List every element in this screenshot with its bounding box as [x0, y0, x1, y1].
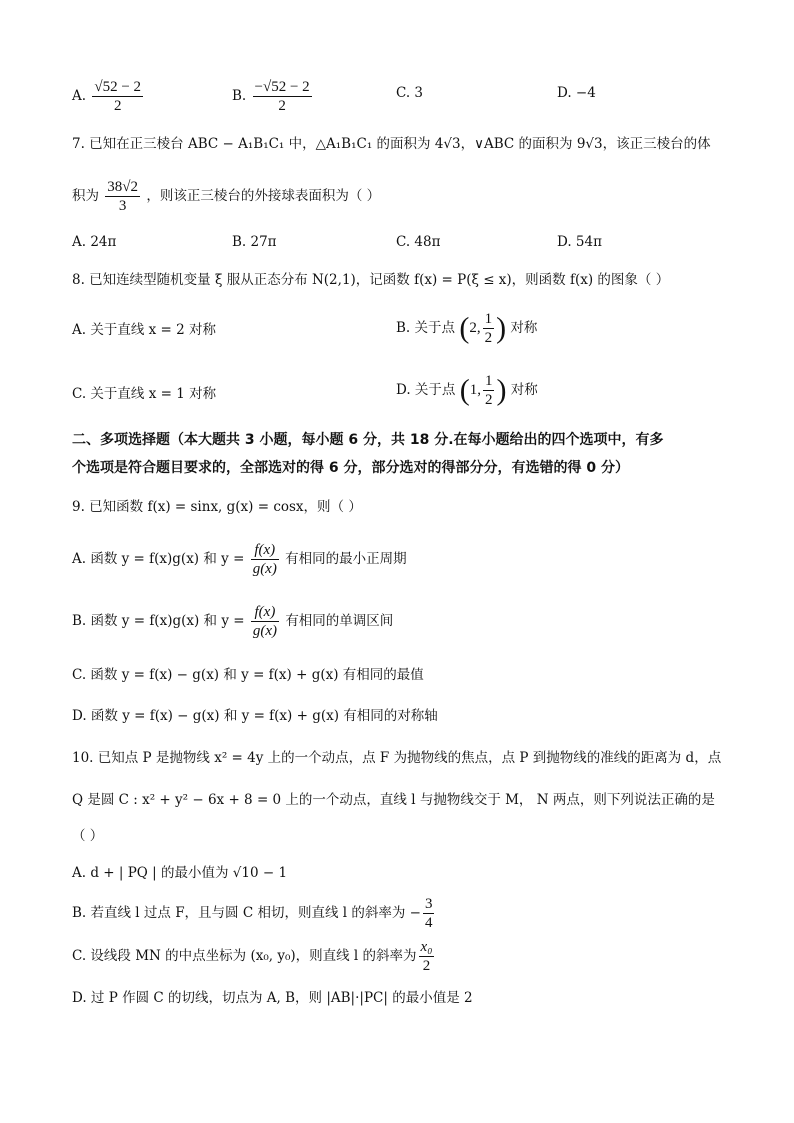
fraction	[423, 895, 435, 932]
text: 积为	[72, 188, 99, 204]
q7-option-c: C. 48π	[396, 234, 441, 250]
numerator: f(x)	[251, 541, 279, 560]
text: D. 关于点	[396, 382, 456, 398]
point-coord: 2,	[469, 320, 481, 336]
denominator: 2	[484, 330, 493, 346]
text: A. 函数 y = f(x)g(x) 和 y =	[72, 551, 245, 567]
q6-option-a	[72, 78, 145, 115]
q7-stem-line1: 7. 已知在正三棱台 ABC − A₁B₁C₁ 中，△A₁B₁C₁ 的面积为 4√3，∨ABC 的面积为 9√3，该正三棱台的体	[72, 136, 711, 152]
q8-option-b	[396, 310, 537, 347]
q10-option-d: D. 过 P 作圆 C 的切线，切点为 A, B，则 |AB|·|PC| 的最小值是 2	[72, 990, 473, 1006]
text: ，则该正三棱台的外接球表面积为（ ）	[146, 188, 381, 204]
paren-left: (	[459, 373, 470, 407]
section-heading-line2: 个选项是符合题目要求的，全部选对的得 6 分，部分选对的得部分分，有选错的得 0 分）	[72, 460, 629, 476]
text: 有相同的最小正周期	[285, 551, 407, 567]
option-label: B.	[232, 88, 247, 104]
numerator: −√52 − 2	[254, 79, 310, 95]
fraction	[253, 78, 312, 115]
text: C. 设线段 MN 的中点坐标为 (x₀, y₀)，则直线 l 的斜率为	[72, 948, 417, 964]
numerator: x₀	[420, 939, 433, 955]
q10-stem-line3: （ ）	[72, 828, 104, 844]
numerator: 1	[484, 311, 493, 327]
text: B. 关于点	[396, 320, 456, 336]
denominator: 3	[118, 198, 127, 214]
denominator: 2	[113, 98, 122, 114]
text: B. 若直线 l 过点 F，且与圆 C 相切，则直线 l 的斜率为 −	[72, 905, 421, 921]
denominator: 4	[424, 915, 433, 931]
q10-option-b	[72, 895, 734, 932]
numerator: f(x)	[251, 603, 279, 622]
q9-option-d: D. 函数 y = f(x) − g(x) 和 y = f(x) + g(x) 有相同的对称轴	[72, 708, 438, 724]
text: 对称	[510, 320, 538, 336]
q8-option-a: A. 关于直线 x = 2 对称	[72, 322, 217, 338]
q10-option-a: A. d + | PQ | 的最小值为 √10 − 1	[72, 865, 288, 881]
fraction	[251, 541, 279, 578]
q9-option-a	[72, 541, 734, 578]
paren-left: (	[459, 311, 470, 345]
q7-stem-line2	[72, 178, 734, 215]
denominator: g(x)	[252, 623, 278, 639]
q9-option-b	[72, 603, 734, 640]
denominator: g(x)	[252, 561, 277, 577]
fraction	[92, 78, 143, 115]
fraction	[483, 372, 495, 409]
text: 对称	[510, 382, 538, 398]
section-heading-line1: 二、多项选择题（本大题共 3 小题，每小题 6 分，共 18 分.在每小题给出的四个选项中，有多	[72, 432, 664, 448]
fraction	[105, 178, 140, 215]
q9-option-c: C. 函数 y = f(x) − g(x) 和 y = f(x) + g(x) 有相同的最值	[72, 667, 424, 683]
q6-option-c: C. 3	[396, 85, 424, 101]
denominator: 2	[278, 98, 286, 114]
denominator: 2	[422, 958, 431, 974]
q8-stem: 8. 已知连续型随机变量 ξ 服从正态分布 N(2,1)，记函数 f(x) = P(ξ ≤ x)，则函数 f(x) 的图象（ ）	[72, 272, 670, 288]
point-coord: 1,	[469, 382, 481, 398]
numerator: 38√2	[107, 179, 139, 195]
q7-option-a: A. 24π	[72, 234, 117, 250]
q6-option-b	[232, 78, 314, 115]
q9-stem: 9. 已知函数 f(x) = sinx, g(x) = cosx，则（ ）	[72, 499, 362, 515]
text: 有相同的单调区间	[285, 613, 394, 629]
numerator: 3	[424, 896, 433, 912]
q10-stem-line2: Q 是圆 C : x² + y² − 6x + 8 = 0 上的一个动点，直线 l 与抛物线交于 M， N 两点，则下列说法正确的是	[72, 792, 715, 808]
numerator: 1	[484, 373, 493, 389]
q10-stem-line1: 10. 已知点 P 是抛物线 x² = 4y 上的一个动点，点 F 为抛物线的焦点，点 P 到抛物线的准线的距离为 d，点	[72, 750, 722, 766]
fraction	[251, 603, 279, 640]
q8-option-c: C. 关于直线 x = 1 对称	[72, 386, 217, 402]
fraction	[419, 938, 435, 975]
fraction	[483, 310, 495, 347]
q7-option-d: D. 54π	[557, 234, 602, 250]
q8-option-d	[396, 372, 538, 409]
paren-right: )	[496, 373, 507, 407]
option-label: A.	[72, 88, 87, 104]
q7-option-b: B. 27π	[232, 234, 277, 250]
denominator: 2	[484, 392, 493, 408]
q10-option-c	[72, 938, 734, 975]
paren-right: )	[496, 311, 507, 345]
numerator: √52 − 2	[94, 79, 142, 95]
q6-option-d: D. −4	[557, 85, 596, 101]
text: B. 函数 y = f(x)g(x) 和 y =	[72, 613, 245, 629]
